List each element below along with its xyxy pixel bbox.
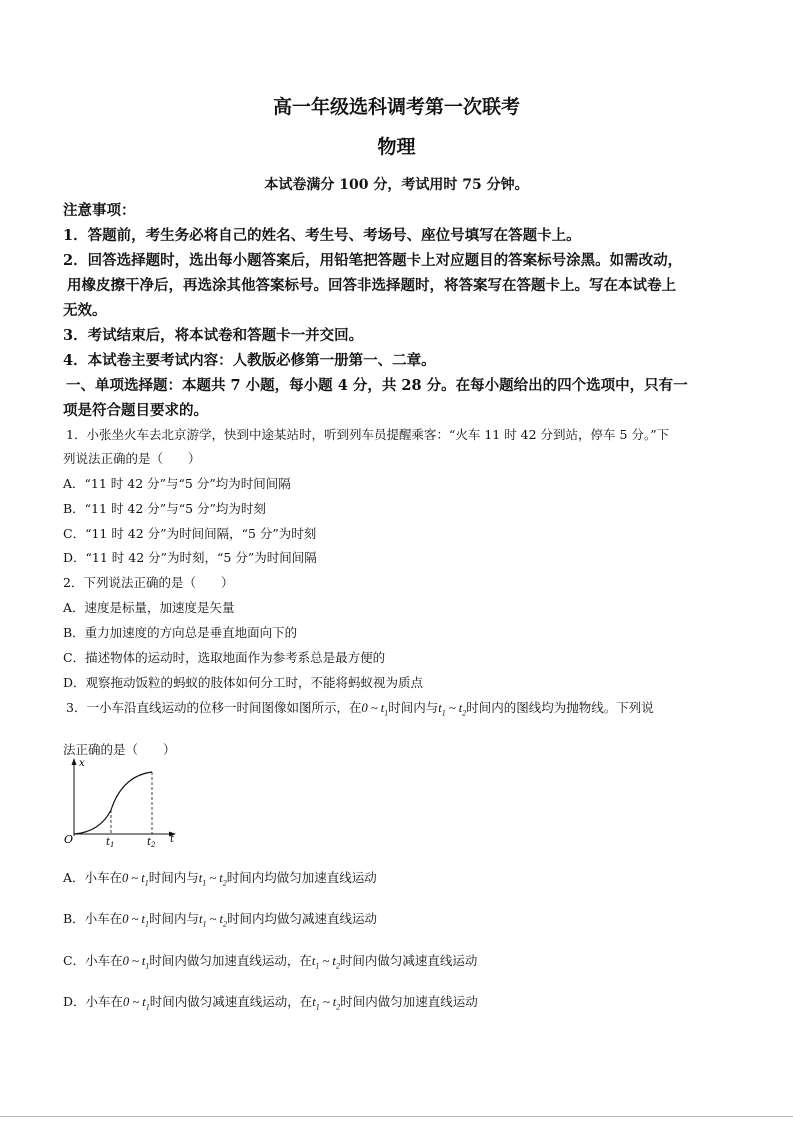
q3-stem-line-1 xyxy=(66,698,654,718)
q3-option-a: A．小车在0 ~ $t_1$时间内与$t_1$ ~ $t_2$时间内均做匀加速直线运动 xyxy=(63,870,377,888)
q1-option-d: D．“11 时 42 分”为时刻，“5 分”为时间间隔 xyxy=(63,550,317,565)
note-item-2-line-3: 无效。 xyxy=(63,302,107,319)
q1-option-c: C．“11 时 42 分”为时间间隔，“5 分”为时刻 xyxy=(63,526,317,541)
q3-xt-graph xyxy=(60,756,185,848)
q1-option-a: A．“11 时 42 分”与“5 分”均为时间间隔 xyxy=(63,476,291,491)
q2-option-a: A．速度是标量，加速度是矢量 xyxy=(63,600,235,615)
q3-option-b: B．小车在0 ~ $t_1$时间内与$t_1$ ~ $t_2$时间内均做匀减速直线运动 xyxy=(63,911,377,929)
t2-tick-label: $t_2$ xyxy=(147,837,156,848)
q1-stem-line-2: 列说法正确的是（ ） xyxy=(63,451,201,466)
q1-option-b: B．“11 时 42 分”与“5 分”均为时刻 xyxy=(63,501,266,516)
note-item-1: 1．答题前，考生务必将自己的姓名、考生号、考场号、座位号填写在答题卡上。 xyxy=(63,227,581,244)
x-axis-label: t xyxy=(170,834,175,845)
q3-stem-part-c: 时间内的图线均为抛物线。下列说 xyxy=(466,700,654,715)
section-heading-line-1: 一、单项选择题：本题共 7 小题，每小题 4 分，共 28 分。在每小题给出的四个选项中，只有一 xyxy=(66,377,688,394)
q3-stem-part-b: 时间内与 xyxy=(388,700,439,715)
t1-tick-label: $t_1$ xyxy=(106,837,115,848)
q2-option-c: C．描述物体的运动时，选取地面作为参考系总是最方便的 xyxy=(63,650,386,665)
subject-title: 物理 xyxy=(377,136,416,158)
q3-option-c: C．小车在0 ~ $t_1$时间内做匀加速直线运动，在$t_1$ ~ $t_2$时间内做匀减速直线运动 xyxy=(63,953,478,971)
q3-range-1: 0 ~ $t_1$ xyxy=(361,701,389,718)
exam-title: 高一年级选科调考第一次联考 xyxy=(272,96,520,118)
q3-range-2: $t_1$ ~ $t_2$ xyxy=(438,701,467,718)
y-axis-label: x xyxy=(79,758,85,769)
q3-option-d: D．小车在0 ~ $t_1$时间内做匀减速直线运动，在$t_1$ ~ $t_2$时间内做匀加速直线运动 xyxy=(63,994,478,1012)
note-item-2-line-1: 2．回答选择题时，选出每小题答案后，用铅笔把答题卡上对应题目的答案标号涂黑。如需改动， xyxy=(63,252,683,269)
y-axis-arrow xyxy=(72,758,77,765)
q2-option-b: B．重力加速度的方向总是垂直地面向下的 xyxy=(63,625,298,640)
note-item-3: 3．考试结束后，将本试卷和答题卡一并交回。 xyxy=(63,327,364,344)
q1-stem-line-1: 1．小张坐火车去北京游学，快到中途某站时，听到列车员提醒乘客：“火车 11 时 42 分到站，停车 5 分。”下 xyxy=(66,427,670,442)
note-item-4: 4．本试卷主要考试内容：人教版必修第一册第一、二章。 xyxy=(63,352,436,369)
q3-stem-line-2: 法正确的是（ ） xyxy=(63,742,176,757)
q2-stem: 2．下列说法正确的是（ ） xyxy=(63,575,234,590)
exam-info: 本试卷满分 100 分，考试用时 75 分钟。 xyxy=(264,177,529,193)
q3-stem-part-a: 3．一小车沿直线运动的位移一时间图像如图所示，在 xyxy=(66,700,362,715)
position-curve xyxy=(74,772,152,834)
notes-heading: 注意事项： xyxy=(63,202,136,219)
note-item-2-line-2: 用橡皮擦干净后，再选涂其他答案标号。回答非选择题时，将答案写在答题卡上。写在本试卷上 xyxy=(67,277,676,294)
q2-option-d: D．观察拖动饭粒的蚂蚁的肢体如何分工时，不能将蚂蚁视为质点 xyxy=(63,675,424,690)
page-bottom-rule xyxy=(0,1116,793,1117)
section-heading-line-2: 项是符合题目要求的。 xyxy=(63,402,208,419)
origin-label: O xyxy=(64,833,74,846)
